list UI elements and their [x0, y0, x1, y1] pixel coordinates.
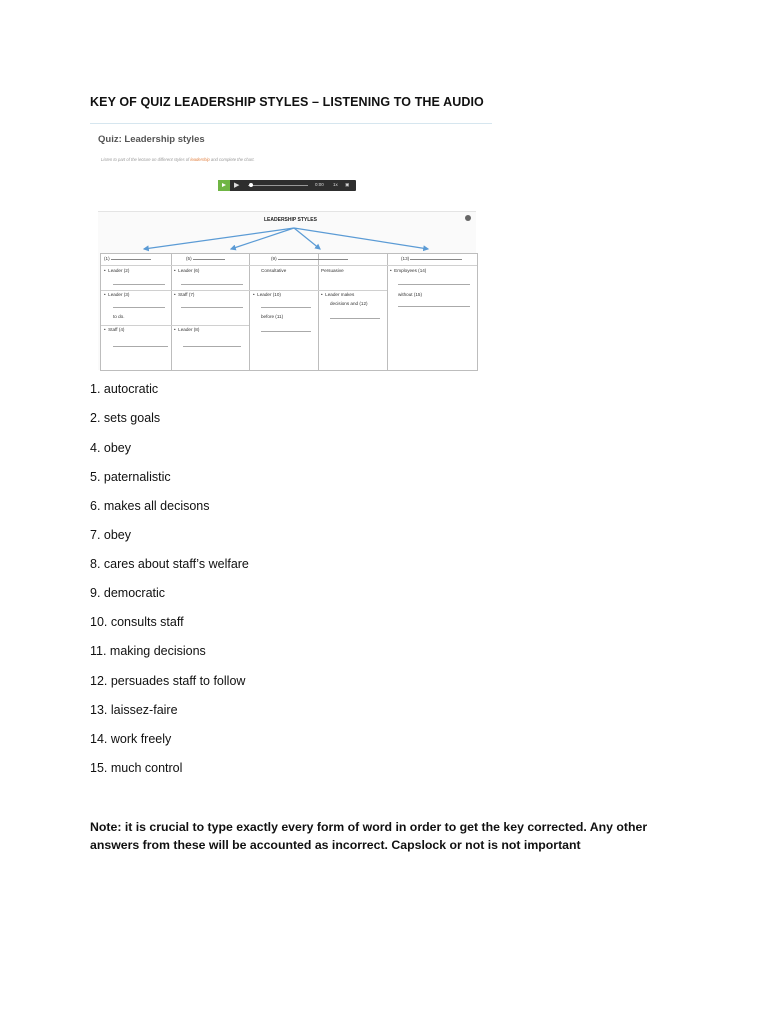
audio-time: 0:00: [315, 182, 324, 187]
volume-icon[interactable]: ▶: [234, 182, 240, 189]
answer-item: 14. work freely: [90, 732, 172, 746]
cell-consultative: Consultative: [261, 268, 287, 273]
header-5: (5): [186, 256, 225, 261]
document-title: KEY OF QUIZ LEADERSHIP STYLES – LISTENING TO THE AUDIO: [90, 95, 484, 109]
cell-staff-7: • Staff (7): [174, 292, 195, 297]
cell-leader-makes: • Leader makes: [321, 292, 355, 297]
audio-progress-track[interactable]: [248, 185, 308, 186]
fullscreen-icon[interactable]: ▣: [345, 182, 350, 187]
play-icon[interactable]: [218, 180, 230, 191]
answer-item: 1. autocratic: [90, 382, 159, 396]
chart-panel: [98, 211, 476, 370]
quiz-instructions: [101, 157, 255, 162]
cell-decisions-12: decisions and (12): [330, 301, 368, 306]
quiz-screenshot: [90, 123, 492, 372]
cell-leader-3: • Leader (3): [104, 292, 130, 297]
answer-item: 12. persuades staff to follow: [90, 674, 246, 688]
arrow-4: [294, 228, 428, 249]
cell-staff-4: • Staff (4): [104, 327, 125, 332]
answer-item: 8. cares about staff’s welfare: [90, 557, 249, 571]
instructions-text-end: and complete the chart.: [209, 157, 255, 162]
header-9: (9): [271, 256, 348, 261]
cell-leader-6: • Leader (6): [174, 268, 200, 273]
answer-item: 5. paternalistic: [90, 470, 171, 484]
cell-employees-14: • Employees (14): [390, 268, 427, 273]
cell-leader-2: • Leader (2): [104, 268, 130, 273]
header-1: (1): [104, 256, 151, 261]
speed-button[interactable]: 1x: [333, 182, 338, 187]
answer-item: 11. making decisions: [90, 644, 206, 658]
chart-title: LEADERSHIP STYLES: [264, 217, 317, 223]
instructions-text: Listen to part of the lecture on different styles of: [101, 157, 191, 162]
answer-item: 9. democratic: [90, 586, 166, 600]
arrow-1: [144, 228, 294, 249]
audio-player[interactable]: [218, 180, 356, 191]
note-paragraph: Note: it is crucial to type exactly every form of word in order to get the key corrected. Any other answers from these will be accounted as incorrect. Capslock or not is not important: [90, 820, 648, 852]
leadership-chart-grid: [100, 253, 478, 371]
answer-item: 15. much control: [90, 761, 183, 775]
answer-item: 7. obey: [90, 528, 132, 542]
answer-item: 4. obey: [90, 441, 132, 455]
quiz-title: Quiz: Leadership styles: [98, 134, 205, 145]
answer-item: 13. laissez-faire: [90, 703, 178, 717]
cell-leader-10: • Leader (10): [253, 292, 281, 297]
answer-item: 6. makes all decisons: [90, 499, 210, 513]
answer-item: 2. sets goals: [90, 411, 161, 425]
answer-item: 10. consults staff: [90, 615, 184, 629]
chart-arrows: [98, 212, 476, 254]
arrow-2: [231, 228, 294, 249]
instructions-link[interactable]: leadership: [190, 157, 210, 162]
cell-without-15: without (15): [398, 292, 423, 297]
header-13: (13): [401, 256, 462, 261]
cell-to-do: to do.: [113, 314, 125, 319]
cell-before-11: before (11): [261, 314, 284, 319]
audio-progress-knob[interactable]: [249, 183, 253, 187]
cell-persuasive: Persuasive: [321, 268, 344, 273]
cell-leader-8: • Leader (8): [174, 327, 200, 332]
